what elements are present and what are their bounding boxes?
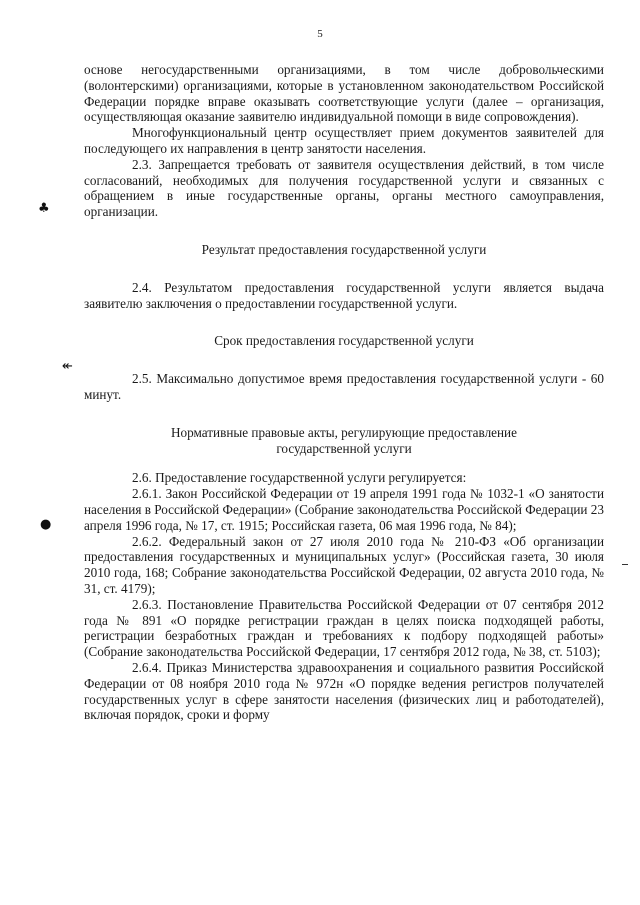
paragraph-mfc: Многофункциональный центр осуществляет прием документов заявителей для последующего их направления в центр занятости населения. — [84, 125, 604, 156]
paragraph-2-6: 2.6. Предоставление государственной услуги регулируется: — [132, 470, 467, 486]
section-heading-result: Результат предоставления государственной услуги — [201, 241, 487, 257]
paragraph-2-6-3: 2.6.3. Постановление Правительства Российской Федерации от 07 сентября 2012 года № 891 «О порядке регистрации граждан в целях поиска подходящей работы, регистрации безработных граждан и требованиях к подбору подходящей работы» (Собрание законодательства Российской Федерации, 17 сентября 2012 года, № 38, ст. 5103); — [84, 596, 604, 660]
paragraph-2-5: 2.5. Максимально допустимое время предоставления государственной услуги - 60 минут. — [84, 371, 604, 402]
paragraph-2-4: 2.4. Результатом предоставления государственной услуги является выдача заявителю заключения о предоставлении государственной услуги. — [84, 279, 604, 311]
section-heading-legal-acts: Нормативные правовые акты, регулирующие предоставление государственной услуги — [171, 424, 517, 456]
section-heading-term: Срок предоставления государственной услуги — [214, 333, 474, 349]
document-body — [84, 62, 604, 723]
margin-mark: ♣ — [38, 201, 50, 216]
paragraph-2-3: 2.3. Запрещается требовать от заявителя осуществления действий, в том числе согласований, необходимых для получения государственной услуги и связанных с обращением в иные государственные органы, органы местного самоуправления, организации. — [84, 156, 604, 220]
paragraph-2-6-4: 2.6.4. Приказ Министерства здравоохранения и социального развития Российской Федерации от 08 ноября 2010 года № 972н «О порядке ведения регистров получателей государственных услуг в сфере занятости населения (физических лиц и работодателей), включая порядок, сроки и форму — [84, 659, 604, 723]
paragraph-2-6-2: 2.6.2. Федеральный закон от 27 июля 2010 года № 210-ФЗ «Об организации предоставления государственных и муниципальных услуг» (Российская газета, 30 июля 2010 года, 168; Собрание законодательства Российской Федерации, 02 августа 2010 года, № 31, ст. 4179); — [84, 533, 604, 596]
paragraph-continuation: основе негосударственными организациями, в том числе добровольческими (волонтерскими) организациями, которые в установленном законодательством Российской Федерации порядке вправе оказывать соответствующие услуги (далее – организация, осуществляющая оказание заявителю индивидуальной помощи в виде сопровождения). — [84, 62, 604, 125]
paragraph-2-6-1: 2.6.1. Закон Российской Федерации от 19 апреля 1991 года № 1032-1 «О занятости населения в Российской Федерации» (Собрание законодательства Российской Федерации 23 апреля 1996 года, № 17, ст. 1915; Российская газета, 06 мая 1996 года, № 84); — [84, 486, 604, 533]
margin-mark: ↞ — [62, 359, 73, 374]
margin-mark: ● — [40, 517, 52, 532]
page-number: 5 — [317, 28, 323, 40]
margin-tick — [622, 564, 628, 565]
